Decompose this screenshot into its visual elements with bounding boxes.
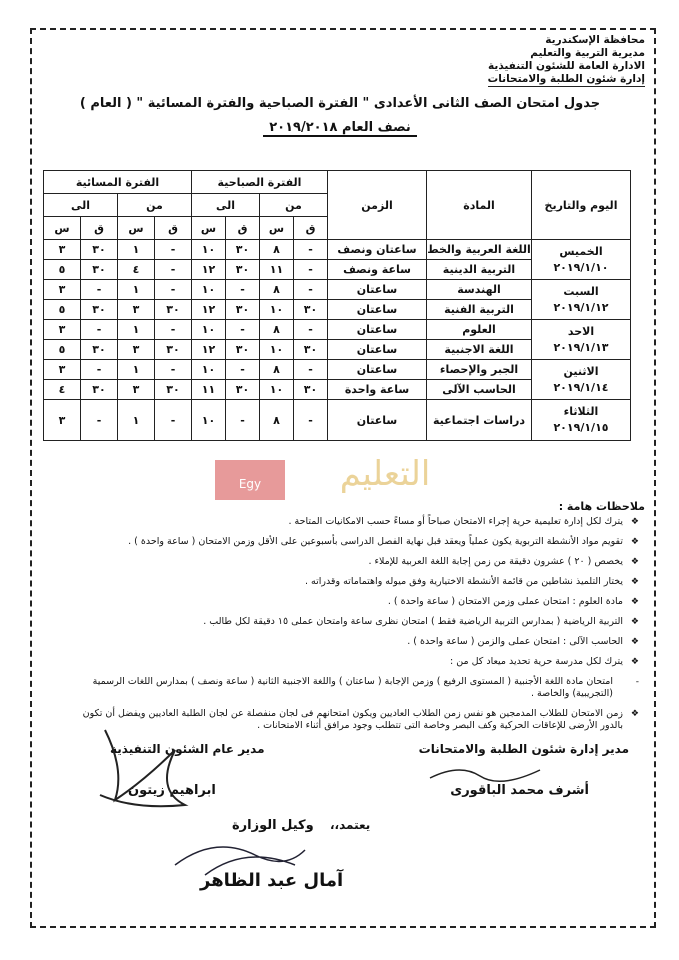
subject-cell: اللغة العربية والخط	[427, 240, 532, 260]
subject-cell: الهندسة	[427, 280, 532, 300]
note-text: يترك لكل إدارة تعليمية حرية إجراء الامتحان صباحاً أو مساءً حسب الامكانيات المتاحة .	[288, 516, 623, 527]
note-item	[69, 616, 639, 628]
table-row	[44, 400, 631, 441]
evening-from-hour: ١	[118, 240, 155, 260]
evening-to-hour: ٣	[44, 240, 81, 260]
note-item	[69, 556, 639, 568]
note-item	[69, 676, 639, 700]
evening-from-minute: -	[155, 360, 192, 380]
morning-to-hour: ١٠	[192, 240, 226, 260]
note-text: يترك لكل مدرسة حرية تحديد ميعاد كل من :	[450, 656, 623, 667]
evening-from-minute: ٣٠	[155, 300, 192, 320]
morning-to-header: الى	[192, 194, 260, 217]
duration-cell: ساعتان	[328, 300, 427, 320]
day-name: السبت	[563, 284, 599, 298]
evening-from-hour: ١	[118, 400, 155, 441]
note-item	[69, 656, 639, 668]
morning-from-hour: ٨	[260, 400, 294, 441]
evening-header: الفترة المسائية	[44, 171, 192, 194]
deputy-name: آمال عبد الظاهر	[200, 870, 344, 891]
table-row	[44, 240, 631, 260]
evening-to-hour: ٣	[44, 400, 81, 441]
evening-from-minute: -	[155, 260, 192, 280]
evening-to-hour: ٥	[44, 300, 81, 320]
morning-from-header: من	[260, 194, 328, 217]
morning-to-hour: ١٠	[192, 400, 226, 441]
morning-to-minute: -	[226, 360, 260, 380]
evening-from-hour: ١	[118, 360, 155, 380]
morning-to-minute: ٣٠	[226, 240, 260, 260]
subject-cell: التربية الفنية	[427, 300, 532, 320]
term-year: نصف العام ٢٠١٩/٢٠١٨	[263, 120, 417, 137]
left-signatory-name: ابراهيم زيتون	[128, 783, 216, 798]
morning-from-minute: -	[294, 400, 328, 441]
day-name: الخميس	[559, 244, 603, 258]
day-date: ٢٠١٩/١/١٢	[553, 300, 609, 314]
evening-from-hour: ١	[118, 320, 155, 340]
morning-header: الفترة الصباحية	[192, 171, 328, 194]
subject-cell: اللغة الاجنبية	[427, 340, 532, 360]
evening-to-hour: ٤	[44, 380, 81, 400]
duration-cell: ساعتان	[328, 360, 427, 380]
morning-to-hour: ١٢	[192, 340, 226, 360]
morning-from-hour: ٨	[260, 320, 294, 340]
minute-header: ق	[226, 217, 260, 240]
duration-cell: ساعتان	[328, 320, 427, 340]
table-row	[44, 320, 631, 340]
hour-header: س	[192, 217, 226, 240]
evening-to-hour: ٥	[44, 340, 81, 360]
note-text: تقويم مواد الأنشطة التربوية يكون عملياً ويعقد قبل نهاية الفصل الدراسى بأسبوعين على الأقل وزمن الامتحان ( ساعة واحدة ) .	[128, 536, 623, 547]
morning-from-minute: -	[294, 260, 328, 280]
note-text: يخصص ( ٢٠ ) عشرون دقيقة من زمن إجابة اللغة العربية للإملاء .	[368, 556, 623, 567]
watermark-sub: Egy	[238, 477, 262, 491]
day-name: الاحد	[567, 324, 595, 338]
admin-line: الادارة العامة للشئون التنفيذية	[488, 60, 645, 72]
duration-cell: ساعة ونصف	[328, 260, 427, 280]
morning-from-hour: ٨	[260, 240, 294, 260]
note-item	[69, 636, 639, 648]
morning-from-minute: -	[294, 280, 328, 300]
minute-header: ق	[155, 217, 192, 240]
morning-from-hour: ١١	[260, 260, 294, 280]
subject-cell: دراسات اجتماعية	[427, 400, 532, 441]
subject-cell: الحاسب الآلى	[427, 380, 532, 400]
morning-from-minute: ٣٠	[294, 340, 328, 360]
note-text: التربية الرياضية ( بمدارس التربية الرياضية فقط ) امتحان نظرى ساعة وامتحان عملى ١٥ دقيقة لكل طالب .	[203, 616, 623, 627]
note-text: زمن الامتحان للطلاب المدمجين هو نفس زمن الطلاب العاديين ويكون امتحانهم فى لجان منفصلة عن لجان الطلبة العاديين ويفضل أن تكون بالدور الأرضى للإعاقات الحركية وكف البصر وخاصة التى تتطلب وجود مرافق أثناء الامتحانات .	[82, 708, 623, 731]
day-cell	[532, 360, 631, 400]
directorate-line: مديرية التربية والتعليم	[530, 47, 645, 59]
morning-to-hour: ١٢	[192, 300, 226, 320]
morning-to-hour: ١١	[192, 380, 226, 400]
morning-to-minute: ٣٠	[226, 260, 260, 280]
day-name: الثلاثاء	[563, 405, 599, 418]
day-date: ٢٠١٩/١/١٤	[553, 380, 609, 394]
evening-to-minute: -	[81, 400, 118, 441]
note-bullet-icon: ❖	[630, 557, 639, 567]
evening-to-header: الى	[44, 194, 118, 217]
evening-to-hour: ٥	[44, 260, 81, 280]
exams-admin-line: إدارة شئون الطلبة والامتحانات	[487, 73, 645, 85]
evening-to-hour: ٣	[44, 280, 81, 300]
minute-header: ق	[294, 217, 328, 240]
evening-from-hour: ٣	[118, 380, 155, 400]
col-day-header: اليوم والتاريخ	[532, 171, 631, 240]
evening-to-minute: ٣٠	[81, 380, 118, 400]
evening-to-minute: ٣٠	[81, 240, 118, 260]
evening-from-minute: -	[155, 400, 192, 441]
exam-schedule-table	[43, 170, 631, 441]
day-cell	[532, 400, 631, 441]
evening-from-header: من	[118, 194, 192, 217]
note-bullet-icon: ❖	[630, 537, 639, 547]
hour-header: س	[44, 217, 81, 240]
hour-header: س	[260, 217, 294, 240]
note-item	[69, 576, 639, 588]
authority-header	[488, 34, 645, 87]
deputy-handwritten-signature	[165, 825, 315, 885]
morning-to-minute: -	[226, 280, 260, 300]
morning-from-minute: -	[294, 360, 328, 380]
morning-from-hour: ١٠	[260, 340, 294, 360]
notes-list	[69, 516, 639, 740]
note-text: يختار التلميذ نشاطين من قائمة الأنشطة الاختيارية وفق ميوله واهتماماته وقدراته .	[304, 576, 623, 587]
evening-to-hour: ٣	[44, 360, 81, 380]
note-item	[69, 516, 639, 528]
approval-label: يعتمد،،	[330, 818, 371, 832]
note-bullet-icon: ❖	[630, 657, 639, 667]
duration-cell: ساعة واحدة	[328, 380, 427, 400]
morning-to-minute: -	[226, 320, 260, 340]
minute-header: ق	[81, 217, 118, 240]
note-text: امتحان مادة اللغة الأجنبية ( المستوى الرفيع ) وزمن الإجابة ( ساعتان ) واللغة الاجنبية الثانية ( ساعة ونصف ) بمدارس اللغات الرسمية (التجريبية) والخاصة .	[92, 676, 613, 699]
evening-from-minute: -	[155, 320, 192, 340]
note-bullet-icon: ❖	[630, 597, 639, 607]
note-text: الحاسب الآلى : امتحان عملى والزمن ( ساعة واحدة ) .	[407, 636, 623, 647]
hour-header: س	[118, 217, 155, 240]
morning-from-minute: -	[294, 320, 328, 340]
note-bullet-icon: ❖	[630, 517, 639, 527]
day-cell	[532, 320, 631, 360]
watermark-logo	[215, 440, 485, 510]
day-date: ٢٠١٩/١/١٣	[553, 340, 609, 354]
notes-title: ملاحظات هامة :	[558, 500, 645, 513]
table-row	[44, 280, 631, 300]
note-bullet-icon: -	[635, 677, 639, 687]
col-subject-header: المادة	[427, 171, 532, 240]
day-cell	[532, 240, 631, 280]
morning-from-minute: ٣٠	[294, 300, 328, 320]
left-signatory-title: مدير عام الشئون التنفيذية	[110, 742, 265, 756]
evening-to-minute: ٣٠	[81, 340, 118, 360]
day-date: ٢٠١٩/١/١٠	[553, 260, 609, 274]
col-duration-header: الزمن	[328, 171, 427, 240]
left-handwritten-signature	[85, 710, 215, 820]
morning-to-hour: ١٢	[192, 260, 226, 280]
day-date: ٢٠١٩/١/١٥	[553, 421, 609, 434]
evening-from-minute: -	[155, 240, 192, 260]
note-bullet-icon: ❖	[630, 577, 639, 587]
morning-from-minute: -	[294, 240, 328, 260]
morning-to-minute: -	[226, 400, 260, 441]
evening-to-minute: ٣٠	[81, 300, 118, 320]
right-handwritten-signature	[420, 758, 550, 788]
morning-to-minute: ٣٠	[226, 340, 260, 360]
governorate-line: محافظة الإسكندرية	[545, 34, 645, 46]
evening-from-minute: -	[155, 280, 192, 300]
duration-cell: ساعتان ونصف	[328, 240, 427, 260]
morning-from-hour: ٨	[260, 280, 294, 300]
evening-to-minute: -	[81, 280, 118, 300]
subject-cell: التربية الدينية	[427, 260, 532, 280]
deputy-title: وكيل الوزارة	[232, 818, 314, 833]
page-title: جدول امتحان الصف الثانى الأعدادى " الفترة الصباحية والفترة المسائية " ( العام )	[79, 96, 601, 111]
duration-cell: ساعتان	[328, 400, 427, 441]
subject-cell: العلوم	[427, 320, 532, 340]
morning-to-hour: ١٠	[192, 320, 226, 340]
note-bullet-icon: ❖	[630, 637, 639, 647]
duration-cell: ساعتان	[328, 280, 427, 300]
day-cell	[532, 280, 631, 320]
watermark-text: التعليم	[339, 454, 431, 494]
evening-from-hour: ٣	[118, 300, 155, 320]
morning-from-hour: ١٠	[260, 300, 294, 320]
evening-from-minute: ٣٠	[155, 380, 192, 400]
morning-to-minute: ٣٠	[226, 300, 260, 320]
note-item	[69, 536, 639, 548]
evening-to-hour: ٣	[44, 320, 81, 340]
note-item	[69, 596, 639, 608]
subject-cell: الجبر والإحصاء	[427, 360, 532, 380]
morning-to-hour: ١٠	[192, 280, 226, 300]
day-name: الاثنين	[563, 364, 599, 378]
evening-to-minute: ٣٠	[81, 260, 118, 280]
note-bullet-icon: ❖	[630, 709, 639, 719]
morning-to-hour: ١٠	[192, 360, 226, 380]
morning-from-hour: ٨	[260, 360, 294, 380]
morning-from-minute: ٣٠	[294, 380, 328, 400]
morning-from-hour: ١٠	[260, 380, 294, 400]
evening-from-hour: ٤	[118, 260, 155, 280]
evening-to-minute: -	[81, 360, 118, 380]
duration-cell: ساعتان	[328, 340, 427, 360]
page-subtitle	[60, 120, 620, 135]
evening-from-hour: ١	[118, 280, 155, 300]
morning-to-minute: ٣٠	[226, 380, 260, 400]
evening-from-minute: ٣٠	[155, 340, 192, 360]
table-row	[44, 360, 631, 380]
evening-from-hour: ٣	[118, 340, 155, 360]
note-text: مادة العلوم : امتحان عملى وزمن الامتحان ( ساعة واحدة ) .	[387, 596, 623, 607]
evening-to-minute: -	[81, 320, 118, 340]
note-bullet-icon: ❖	[630, 617, 639, 627]
right-signatory-name: أشرف محمد الباقورى	[450, 783, 589, 798]
right-signatory-title: مدير إدارة شئون الطلبة والامتحانات	[418, 742, 629, 756]
